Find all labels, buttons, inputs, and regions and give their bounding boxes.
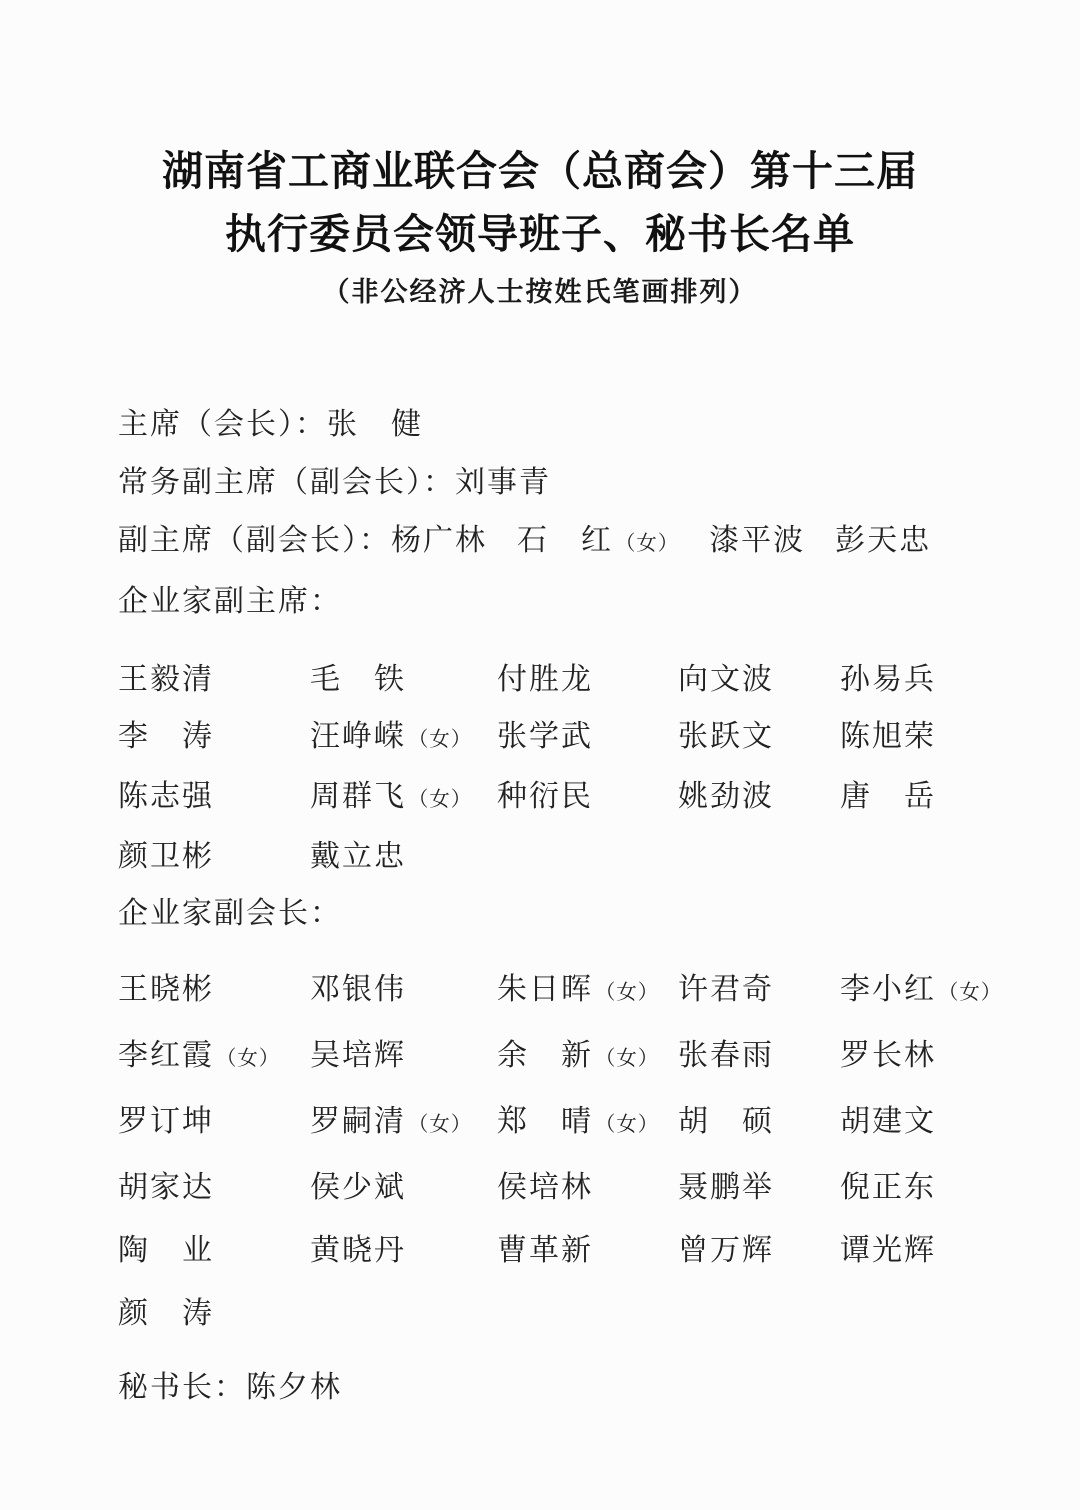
chairman-label: 主席（会长）：: [118, 408, 327, 441]
member-name: [678, 1105, 840, 1142]
member-name: [391, 524, 487, 558]
name-row: [118, 840, 1025, 874]
document-header: [0, 140, 1080, 312]
female-marker: （女）: [408, 729, 473, 751]
member-name: [310, 720, 497, 757]
member-name: [840, 1234, 1025, 1268]
member-name: [118, 1297, 310, 1331]
section-heading-entrepreneur-vice-presidents: 企业家副会长：: [118, 897, 342, 930]
member-name-text: 陶 业: [118, 1234, 214, 1267]
member-name: [840, 1039, 1025, 1076]
female-marker: （女）: [216, 1048, 281, 1070]
member-name: [310, 1039, 497, 1076]
member-name-text: 张跃文: [678, 720, 774, 753]
member-name: [678, 973, 840, 1010]
member-name-text: 胡建文: [840, 1105, 936, 1138]
member-name: [497, 1171, 678, 1205]
member-name: [497, 780, 678, 817]
member-name: [497, 1234, 678, 1268]
female-marker: （女）: [408, 789, 473, 811]
name-row: [118, 780, 1025, 817]
member-name: [497, 720, 678, 757]
member-name: [118, 973, 310, 1010]
member-name: [840, 1171, 1025, 1205]
member-name-text: 罗嗣清: [310, 1105, 406, 1138]
name-row: [118, 1171, 1025, 1205]
member-name: [840, 663, 1025, 697]
executive-vice-chairman-label: 常务副主席（副会长）：: [118, 466, 455, 499]
member-name: [497, 663, 678, 697]
vice-chairmen-label: 副主席（副会长）：: [118, 524, 391, 557]
member-name: [678, 1039, 840, 1076]
section-heading-entrepreneur-vice-chairmen: 企业家副主席：: [118, 585, 342, 618]
name-row: [118, 1105, 1025, 1142]
member-name: [840, 720, 1025, 757]
member-name: [517, 524, 679, 561]
member-name-text: 许君奇: [678, 973, 774, 1006]
member-name: [118, 840, 310, 874]
member-name-text: 戴立忠: [310, 840, 406, 873]
vice-chairmen-line: [118, 524, 1025, 561]
name-row: [118, 720, 1025, 757]
secretary-general-line: [118, 1371, 1025, 1405]
name-row: [118, 663, 1025, 697]
member-name-text: 颜卫彬: [118, 840, 214, 873]
document-title-line1: 湖南省工商业联合会（总商会）第十三届: [162, 148, 918, 194]
female-marker: （女）: [595, 982, 660, 1004]
member-name-text: 罗订坤: [118, 1105, 214, 1138]
female-marker: （女）: [938, 982, 1003, 1004]
name-grid-entrepreneur-vice-presidents: [118, 973, 1025, 1331]
member-name: [709, 524, 805, 558]
member-name-text: 余 新: [497, 1039, 593, 1072]
member-name-text: 汪峥嵘: [310, 720, 406, 753]
member-name-text: 曾万辉: [678, 1234, 774, 1267]
member-name: [497, 1105, 678, 1142]
member-name-text: 唐 岳: [840, 780, 936, 813]
member-name-text: 李 涛: [118, 720, 214, 753]
member-name-text: 吴培辉: [310, 1039, 406, 1072]
member-name-text: 陈志强: [118, 780, 214, 813]
member-name-text: 王晓彬: [118, 973, 214, 1006]
member-name-text: 张学武: [497, 720, 593, 753]
member-name-text: 侯少斌: [310, 1171, 406, 1204]
member-name: [840, 1105, 1025, 1142]
name-grid-entrepreneur-vice-chairmen: [118, 663, 1025, 874]
member-name-text: 付胜龙: [497, 663, 593, 696]
document-body: [0, 408, 1080, 1405]
member-name: [118, 1171, 310, 1205]
name-row: [118, 1234, 1025, 1268]
member-name-text: 周群飞: [310, 780, 406, 813]
member-name: [310, 840, 497, 874]
member-name-text: 向文波: [678, 663, 774, 696]
name-row: [118, 973, 1025, 1010]
member-name: [497, 973, 678, 1010]
member-name-text: 罗长林: [840, 1039, 936, 1072]
member-name-text: 姚劲波: [678, 780, 774, 813]
member-name: [678, 780, 840, 817]
female-marker: （女）: [408, 1114, 473, 1136]
executive-vice-chairman-line: [118, 466, 1025, 500]
member-name: [835, 524, 931, 558]
secretary-general-label: 秘书长：: [118, 1371, 246, 1404]
chairman-name: 张 健: [327, 408, 423, 441]
member-name-text: 李小红: [840, 973, 936, 1006]
member-name-text: 郑 晴: [497, 1105, 593, 1138]
member-name: [840, 780, 1025, 817]
member-name-text: 彭天忠: [835, 524, 932, 557]
member-name-text: 聂鹏举: [678, 1171, 774, 1204]
member-name: [678, 1171, 840, 1205]
female-marker: （女）: [615, 533, 680, 555]
member-name-text: 石 红: [517, 524, 613, 557]
member-name-text: 胡 硕: [678, 1105, 774, 1138]
member-name: [310, 1171, 497, 1205]
document-title-line2: 执行委员会领导班子、秘书长名单: [225, 211, 855, 257]
member-name: [678, 663, 840, 697]
vice-chairmen-members: [391, 524, 931, 557]
member-name-text: 曹革新: [497, 1234, 593, 1267]
member-name: [310, 780, 497, 817]
member-name: [118, 1105, 310, 1142]
member-name: [840, 973, 1025, 1010]
member-name: [678, 720, 840, 757]
member-name-text: 杨广林: [391, 524, 487, 557]
member-name-text: 邓银伟: [310, 973, 406, 1006]
member-name-text: 侯培林: [497, 1171, 593, 1204]
member-name: [310, 973, 497, 1010]
member-name: [310, 1105, 497, 1142]
name-row: [118, 1297, 1025, 1331]
member-name: [118, 663, 310, 697]
member-name: [118, 720, 310, 757]
member-name-text: 朱日晖: [497, 973, 593, 1006]
member-name: [118, 780, 310, 817]
member-name-text: 陈旭荣: [840, 720, 936, 753]
chairman-line: [118, 408, 1025, 442]
member-name-text: 毛 铁: [310, 663, 406, 696]
document-subtitle: （非公经济人士按姓氏笔画排列）: [322, 277, 758, 307]
member-name-text: 谭光辉: [840, 1234, 936, 1267]
member-name: [310, 1234, 497, 1268]
member-name-text: 颜 涛: [118, 1297, 214, 1330]
member-name: [310, 663, 497, 697]
member-name-text: 孙易兵: [840, 663, 936, 696]
member-name: [678, 1234, 840, 1268]
member-name-text: 倪正东: [840, 1171, 936, 1204]
executive-vice-chairman-name: 刘事青: [455, 466, 551, 499]
member-name-text: 张春雨: [678, 1039, 774, 1072]
member-name: [118, 1234, 310, 1268]
member-name-text: 胡家达: [118, 1171, 214, 1204]
secretary-general-name: 陈夕林: [246, 1371, 342, 1404]
member-name-text: 王毅清: [118, 663, 214, 696]
member-name-text: 黄晓丹: [310, 1234, 406, 1267]
member-name-text: 漆平波: [709, 524, 806, 557]
female-marker: （女）: [595, 1114, 660, 1136]
member-name-text: 种衍民: [497, 780, 593, 813]
member-name: [497, 1039, 678, 1076]
female-marker: （女）: [595, 1048, 660, 1070]
member-name-text: 李红霞: [118, 1039, 214, 1072]
name-row: [118, 1039, 1025, 1076]
member-name: [118, 1039, 310, 1076]
